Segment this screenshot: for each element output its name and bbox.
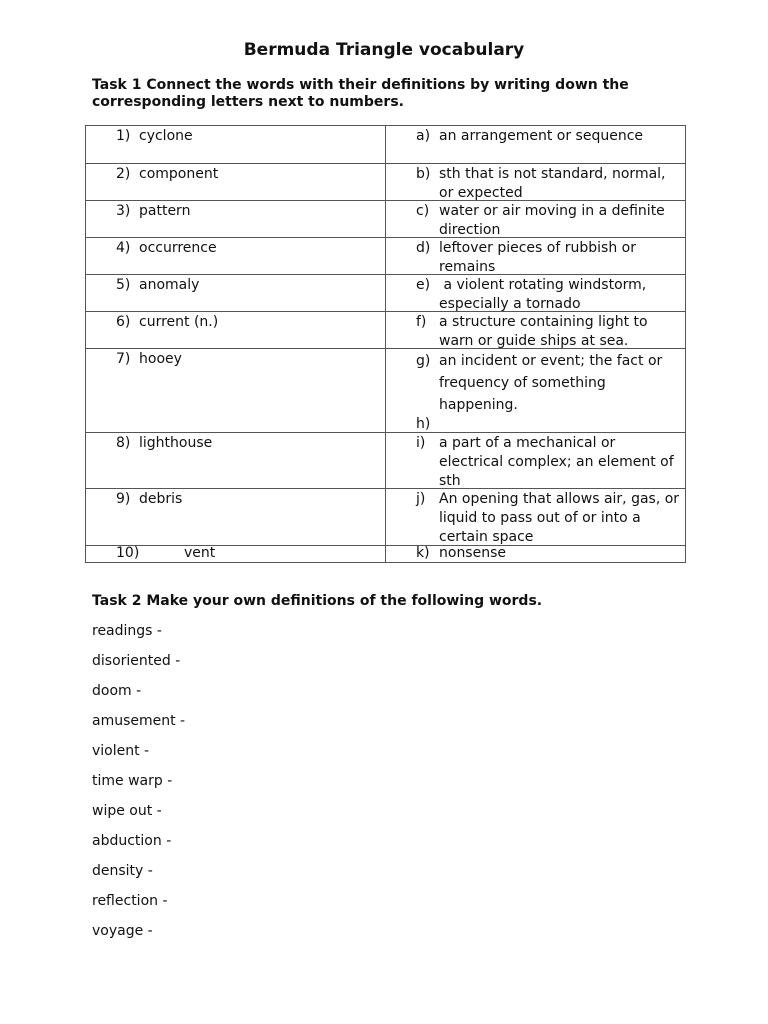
word-number: 1) [116,128,131,144]
word-number: 7) [116,351,131,367]
task1-heading: Task 1 Connect the words with their definitions by writing down the corresponding letters next to numbers. [92,77,629,110]
definition-cell [386,275,686,312]
word-number: 8) [116,435,131,451]
table-row [86,238,686,275]
definition-text: nonsense [439,545,506,561]
vocab-word: debris [139,491,183,507]
list-item: voyage - [92,923,153,939]
definition-cell [386,489,686,546]
definition-text: an incident or event; the fact or frequency of something happening. [439,353,663,413]
vocab-word: vent [184,545,216,561]
list-item: reflection - [92,893,168,909]
definition-cell [386,201,686,238]
definition-text: a structure containing light to warn or guide ships at sea. [439,314,648,349]
vocab-word: cyclone [139,128,193,144]
definition-text: an arrangement or sequence [439,128,643,144]
list-item: doom - [92,683,142,699]
word-cell [86,201,386,238]
word-number: 2) [116,166,131,182]
definition-letter: j) [416,491,426,507]
definition-letter: e) [416,277,431,293]
vocab-word: component [139,166,219,182]
table-row [86,201,686,238]
vocabulary-table [85,125,686,563]
definition-cell [386,126,686,164]
list-item: disoriented - [92,653,181,669]
table-row [86,489,686,546]
word-number: 4) [116,240,131,256]
definition-text: a violent rotating windstorm, especially a tornado [439,277,651,312]
table-row [86,433,686,489]
word-cell [86,546,386,563]
vocab-word: pattern [139,203,191,219]
list-item: amusement - [92,713,186,729]
task2-word-list [92,623,185,953]
table-row [86,275,686,312]
vocab-word: lighthouse [139,435,213,451]
definition-cell [386,349,686,433]
word-number: 9) [116,491,131,507]
definition-text: sth that is not standard, normal, or expected [439,166,666,201]
list-item: readings - [92,623,162,639]
definition-cell [386,433,686,489]
list-item: time warp - [92,773,173,789]
definition-letter: g) [416,353,431,369]
definition-text: water or air moving in a definite direction [439,203,665,238]
definition-letter: d) [416,240,431,256]
definition-cell [386,164,686,201]
word-number: 3) [116,203,131,219]
definition-text: An opening that allows air, gas, or liquid to pass out of or into a certain space [439,491,680,545]
table-row [86,164,686,201]
document-title: Bermuda Triangle vocabulary [243,40,525,60]
table-row [86,126,686,164]
word-cell [86,312,386,349]
definition-letter: h) [416,416,431,432]
definition-letter: f) [416,314,427,330]
definition-text: leftover pieces of rubbish or remains [439,240,636,275]
definition-cell [386,312,686,349]
word-number: 6) [116,314,131,330]
word-number: 5) [116,277,131,293]
word-cell [86,349,386,433]
word-cell [86,164,386,201]
list-item: density - [92,863,153,879]
word-cell [86,238,386,275]
definition-letter: a) [416,128,431,144]
definition-letter: b) [416,166,431,182]
task2-heading: Task 2 Make your own definitions of the following words. [92,593,543,609]
word-number: 10) [116,545,140,561]
list-item: abduction - [92,833,172,849]
vocab-word: current (n.) [139,314,219,330]
definition-letter: k) [416,545,430,561]
word-cell [86,433,386,489]
word-cell [86,126,386,164]
list-item: wipe out - [92,803,162,819]
vocab-word: anomaly [139,277,200,293]
vocab-word: occurrence [139,240,217,256]
table-row [86,349,686,433]
definition-letter: c) [416,203,430,219]
word-cell [86,275,386,312]
definition-cell [386,546,686,563]
table-row [86,546,686,563]
definition-letter: i) [416,435,426,451]
list-item: violent - [92,743,150,759]
vocab-word: hooey [139,351,182,367]
definition-cell [386,238,686,275]
definition-text: a part of a mechanical or electrical complex; an element of sth [439,435,674,489]
word-cell [86,489,386,546]
table-row [86,312,686,349]
